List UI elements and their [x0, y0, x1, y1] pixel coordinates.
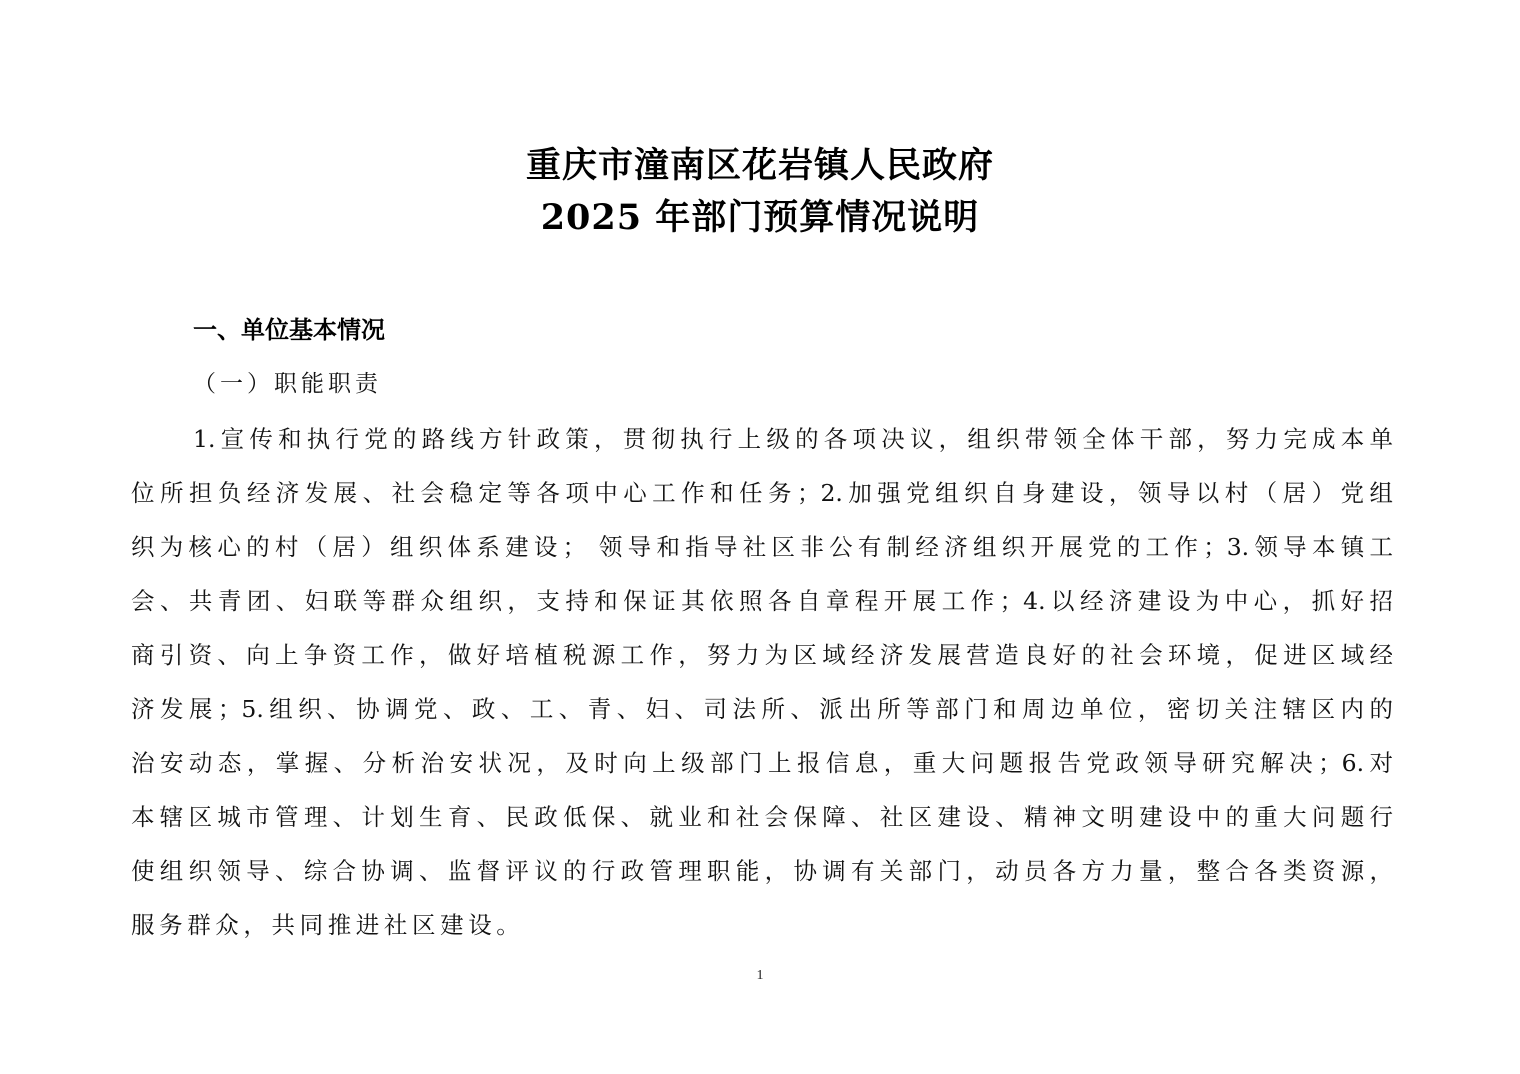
subsection-heading-functions: （一）职能职责 — [193, 371, 382, 397]
paragraph-line: 1.宣传和执行党的路线方针政策，贯彻执行上级的各项决议，组织带领全体干部，努力完成本单 — [193, 425, 1393, 453]
paragraph-line: 商引资、向上争资工作，做好培植税源工作，努力为区域经济发展营造良好的社会环境，促进区域经 — [131, 641, 1393, 669]
document-title-line1: 重庆市潼南区花岩镇人民政府 — [525, 145, 994, 186]
section-heading-unit-basic-info: 一、单位基本情况 — [193, 316, 385, 344]
paragraph-line: 治安动态，掌握、分析治安状况，及时向上级部门上报信息，重大问题报告党政领导研究解决；6.对 — [131, 749, 1393, 777]
paragraph-line: 位所担负经济发展、社会稳定等各项中心工作和任务；2.加强党组织自身建设，领导以村（居）党组 — [131, 479, 1393, 507]
paragraph-line: 济发展；5.组织、协调党、政、工、青、妇、司法所、派出所等部门和周边单位，密切关注辖区内的 — [131, 695, 1393, 723]
document-title-line2: 2025 年部门预算情况说明 — [540, 197, 980, 238]
paragraph-line: 本辖区城市管理、计划生育、民政低保、就业和社会保障、社区建设、精神文明建设中的重大问题行 — [131, 803, 1393, 831]
paragraph-line: 使组织领导、综合协调、监督评议的行政管理职能，协调有关部门，动员各方力量，整合各类资源， — [131, 857, 1393, 885]
paragraph-line: 织为核心的村（居）组织体系建设； 领导和指导社区非公有制经济组织开展党的工作；3.领导本镇工 — [131, 533, 1393, 561]
paragraph-line: 服务群众，共同推进社区建设。 — [131, 911, 525, 939]
paragraph-line: 会、共青团、妇联等群众组织，支持和保证其依照各自章程开展工作；4.以经济建设为中心，抓好招 — [131, 587, 1393, 615]
page-number: 1 — [756, 968, 764, 983]
